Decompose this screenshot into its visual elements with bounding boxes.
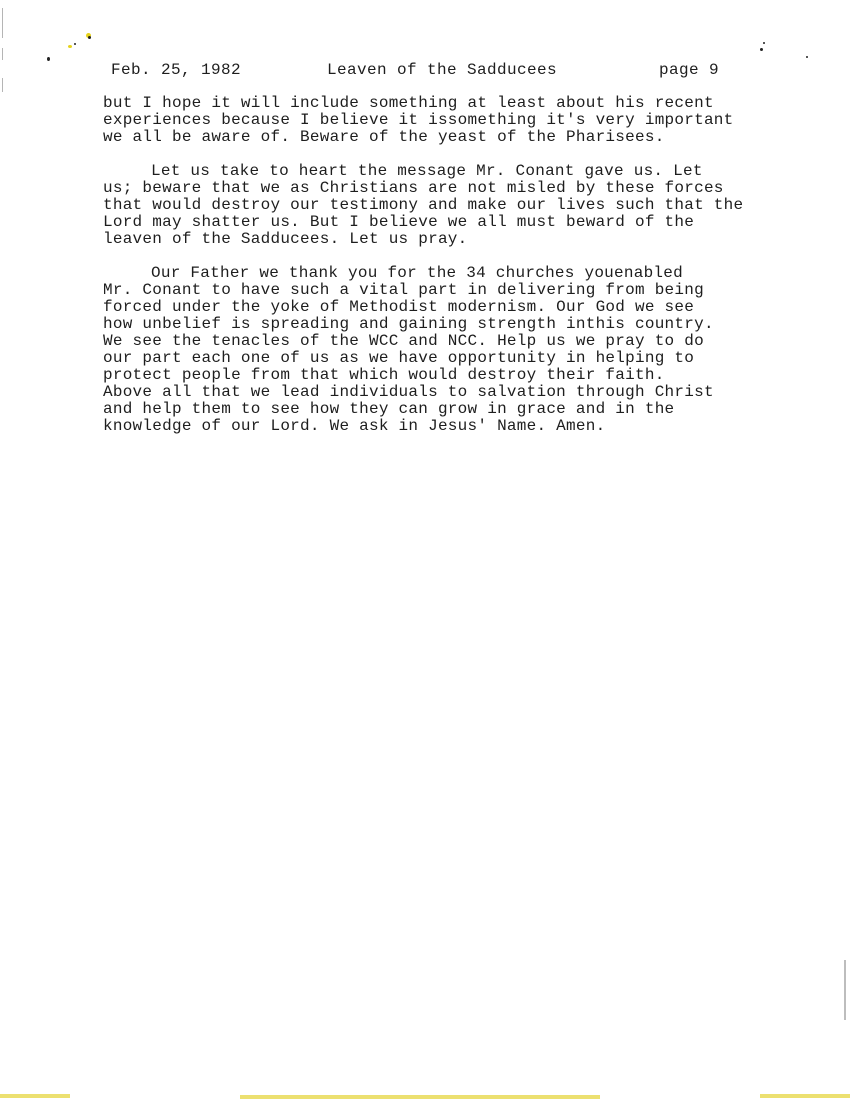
paragraph — [103, 95, 793, 146]
scan-edge-mark — [760, 1094, 850, 1098]
text-line: how unbelief is spreading and gaining strength inthis country. — [103, 315, 714, 333]
text-line: our part each one of us as we have opportunity in helping to — [103, 349, 695, 367]
scan-speck — [47, 57, 50, 61]
page-header — [111, 61, 731, 83]
paragraph — [103, 163, 793, 248]
text-line: Mr. Conant to have such a vital part in delivering from being — [103, 281, 704, 299]
paragraph — [103, 265, 793, 435]
text-line: leaven of the Sadducees. Let us pray. — [103, 230, 468, 248]
text-line: that would destroy our testimony and make our lives such that the — [103, 196, 744, 214]
text-line: us; beware that we as Christians are not misled by these forces — [103, 179, 724, 197]
text-line: experiences because I believe it issomething it's very important — [103, 111, 734, 129]
text-line: Our Father we thank you for the 34 churches youenabled — [151, 264, 683, 282]
scan-speck — [806, 56, 808, 58]
text-line: Let us take to heart the message Mr. Conant gave us. Let — [151, 162, 703, 180]
header-page-number: page 9 — [659, 61, 720, 79]
scan-speck — [68, 45, 72, 48]
text-line: Above all that we lead individuals to salvation through Christ — [103, 383, 714, 401]
text-line: and help them to see how they can grow in grace and in the — [103, 400, 675, 418]
scan-speck — [763, 42, 765, 44]
scan-speck — [88, 36, 91, 39]
text-line: protect people from that which would destroy their faith. — [103, 366, 665, 384]
text-line: We see the tenacles of the WCC and NCC. Help us we pray to do — [103, 332, 704, 350]
text-line: knowledge of our Lord. We ask in Jesus' Name. Amen. — [103, 417, 606, 435]
text-line: we all be aware of. Beware of the yeast of the Pharisees. — [103, 128, 665, 146]
text-line: forced under the yoke of Methodist modernism. Our God we see — [103, 298, 695, 316]
scan-edge-mark — [2, 48, 3, 60]
scan-edge-mark — [240, 1095, 600, 1099]
header-title: Leaven of the Sadducees — [327, 61, 558, 79]
document-body — [103, 95, 793, 452]
text-line: but I hope it will include something at least about his recent — [103, 94, 714, 112]
scan-edge-mark — [844, 960, 846, 1020]
scan-speck — [760, 48, 763, 51]
scan-speck — [74, 43, 76, 45]
scan-edge-mark — [0, 1094, 70, 1098]
header-date: Feb. 25, 1982 — [111, 61, 242, 79]
scan-edge-mark — [2, 78, 3, 92]
text-line: Lord may shatter us. But I believe we all must beward of the — [103, 213, 695, 231]
scan-edge-mark — [2, 8, 3, 38]
